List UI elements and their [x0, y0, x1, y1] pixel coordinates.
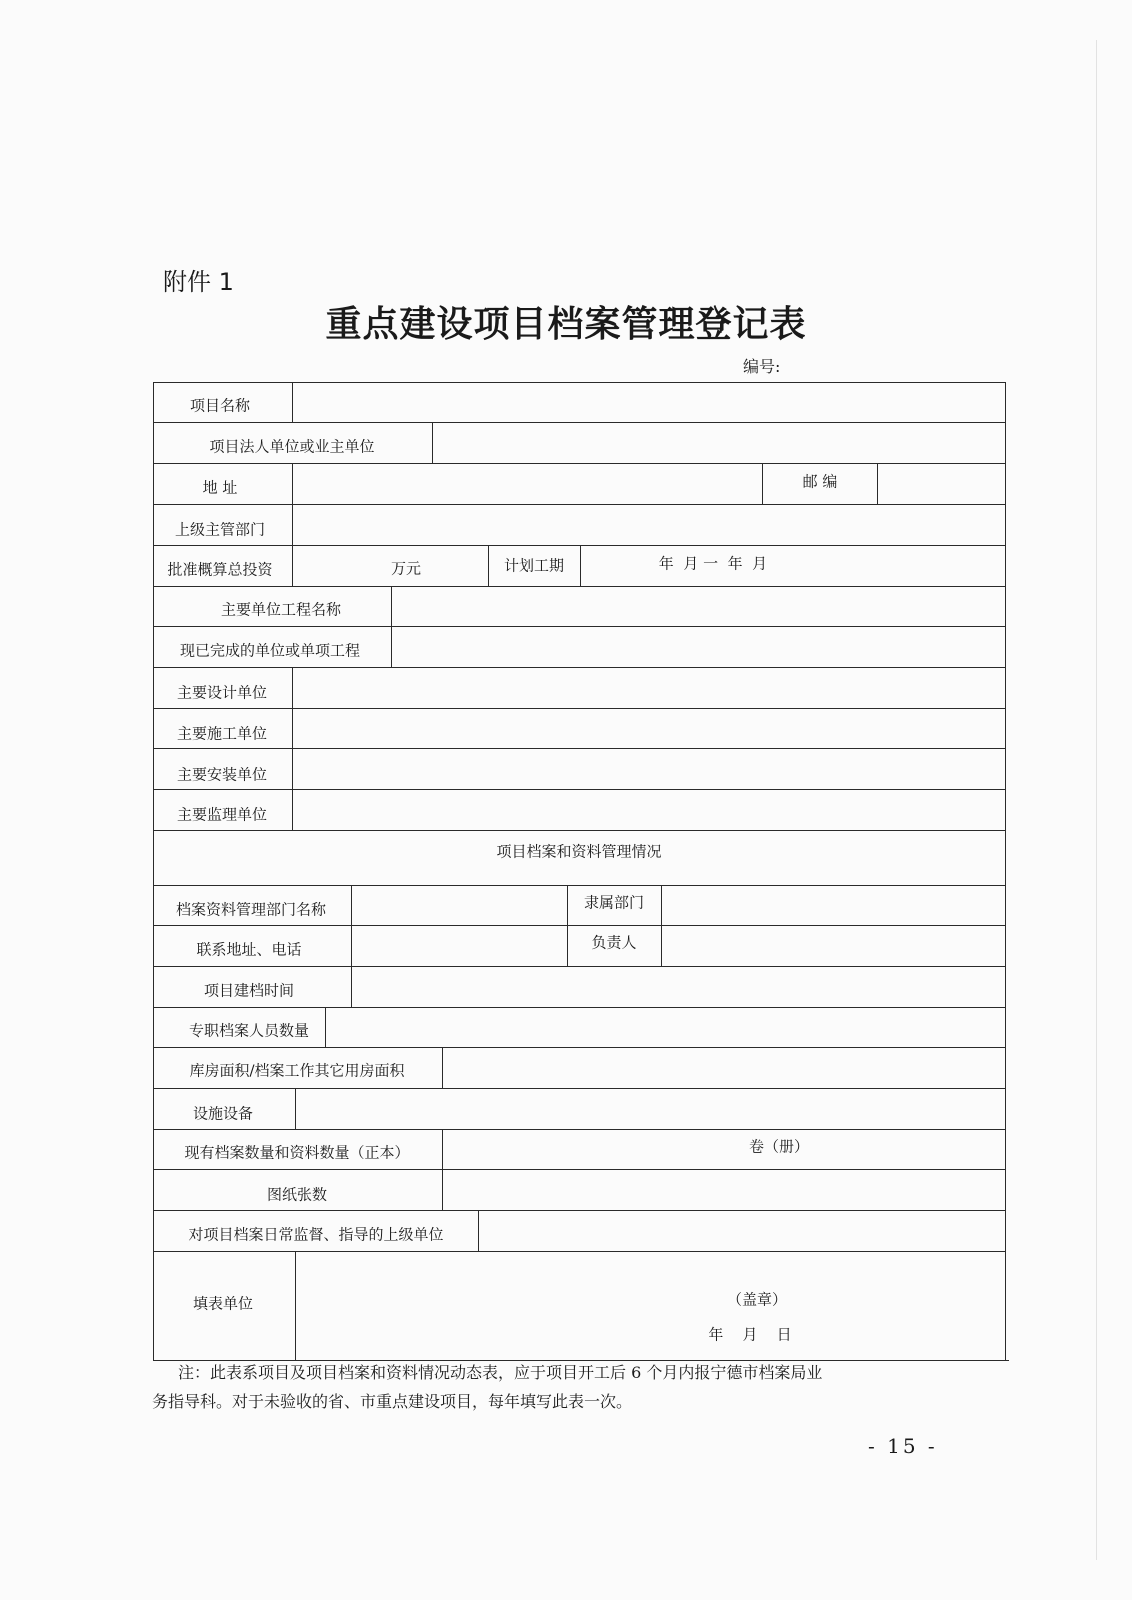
row-divider	[153, 748, 1005, 749]
label-completed-units: 现已完成的单位或单项工程	[179, 641, 361, 660]
form-border-right	[1005, 382, 1006, 1360]
col-divider	[567, 885, 568, 966]
row-divider	[153, 966, 1005, 967]
label-filler-unit: 填表单位	[192, 1294, 254, 1313]
col-divider	[292, 382, 293, 422]
label-facilities: 设施设备	[192, 1104, 254, 1123]
label-legal-unit: 项目法人单位或业主单位	[209, 437, 375, 456]
label-volume-unit: 卷（册）	[748, 1137, 810, 1156]
label-archive-dept: 档案资料管理部门名称	[175, 900, 327, 919]
row-divider	[153, 708, 1005, 709]
label-investment-unit: 万元	[390, 559, 422, 578]
row-divider	[153, 885, 1005, 886]
col-divider	[488, 545, 489, 586]
label-storage-area: 库房面积/档案工作其它用房面积	[189, 1061, 405, 1080]
row-divider	[153, 586, 1005, 587]
row-divider	[153, 1129, 1005, 1130]
row-divider	[153, 626, 1005, 627]
label-planned-period: 计划工期	[503, 556, 565, 575]
label-design-unit: 主要设计单位	[176, 683, 268, 702]
row-divider	[153, 504, 1005, 505]
label-project-name: 项目名称	[189, 396, 251, 415]
row-divider	[153, 1169, 1005, 1170]
label-contact: 联系地址、电话	[196, 940, 302, 959]
label-affiliated-dept: 隶属部门	[583, 893, 645, 912]
value-planned-period: 年 月 一 年 月	[658, 554, 768, 573]
footnote-line-2: 务指导科。对于未验收的省、市重点建设项目，每年填写此表一次。	[152, 1392, 633, 1411]
label-staff-count: 专职档案人员数量	[188, 1021, 310, 1040]
row-divider	[153, 667, 1005, 668]
row-divider	[153, 1047, 1005, 1048]
label-date: 年 月 日	[708, 1325, 792, 1344]
col-divider	[351, 885, 352, 1007]
label-main-units: 主要单位工程名称	[220, 600, 342, 619]
serial-number-label: 编号:	[743, 357, 781, 376]
col-divider	[292, 667, 293, 830]
label-supervisor-dept: 上级主管部门	[174, 520, 266, 539]
col-divider	[442, 1129, 443, 1210]
row-divider	[153, 925, 1005, 926]
attachment-label: 附件 1	[163, 268, 234, 296]
row-divider	[153, 1210, 1005, 1211]
row-divider	[153, 545, 1005, 546]
row-divider	[153, 1088, 1005, 1089]
col-divider	[580, 545, 581, 586]
row-divider	[153, 830, 1005, 831]
page-title: 重点建设项目档案管理登记表	[325, 303, 807, 345]
col-divider	[762, 463, 763, 504]
label-construction-unit: 主要施工单位	[176, 724, 268, 743]
col-divider	[478, 1210, 479, 1251]
col-divider	[292, 545, 293, 586]
col-divider	[295, 1251, 296, 1360]
col-divider	[292, 504, 293, 545]
label-drawings: 图纸张数	[266, 1185, 328, 1204]
col-divider	[877, 463, 878, 504]
col-divider	[442, 1047, 443, 1088]
form-border-left	[153, 382, 154, 1360]
label-archive-count: 现有档案数量和资料数量（正本）	[184, 1143, 410, 1162]
col-divider	[432, 422, 433, 463]
label-postcode: 邮 编	[802, 472, 838, 491]
col-divider	[391, 586, 392, 667]
registration-form	[153, 382, 1019, 1362]
label-installation-unit: 主要安装单位	[176, 765, 268, 784]
col-divider	[292, 463, 293, 504]
row-divider	[153, 422, 1005, 423]
col-divider	[661, 885, 662, 966]
form-border-top	[153, 382, 1005, 383]
label-seal: （盖章）	[726, 1290, 788, 1309]
row-divider	[153, 789, 1005, 790]
label-address: 地 址	[202, 478, 238, 497]
label-superior-unit: 对项目档案日常监督、指导的上级单位	[188, 1225, 444, 1244]
row-divider	[153, 1251, 1005, 1252]
section-title: 项目档案和资料管理情况	[496, 842, 662, 861]
label-approved-investment: 批准概算总投资	[167, 560, 273, 579]
scan-edge	[1096, 40, 1097, 1560]
label-archive-time: 项目建档时间	[203, 981, 295, 1000]
page-number: - 15 -	[868, 1434, 938, 1458]
row-divider	[153, 1007, 1005, 1008]
footnote-line-1: 注：此表系项目及项目档案和资料情况动态表，应于项目开工后 6 个月内报宁德市档案局业	[178, 1363, 823, 1382]
col-divider	[325, 1007, 326, 1048]
label-supervision-unit: 主要监理单位	[176, 805, 268, 824]
label-person-in-charge: 负责人	[591, 933, 637, 952]
col-divider	[295, 1088, 296, 1129]
